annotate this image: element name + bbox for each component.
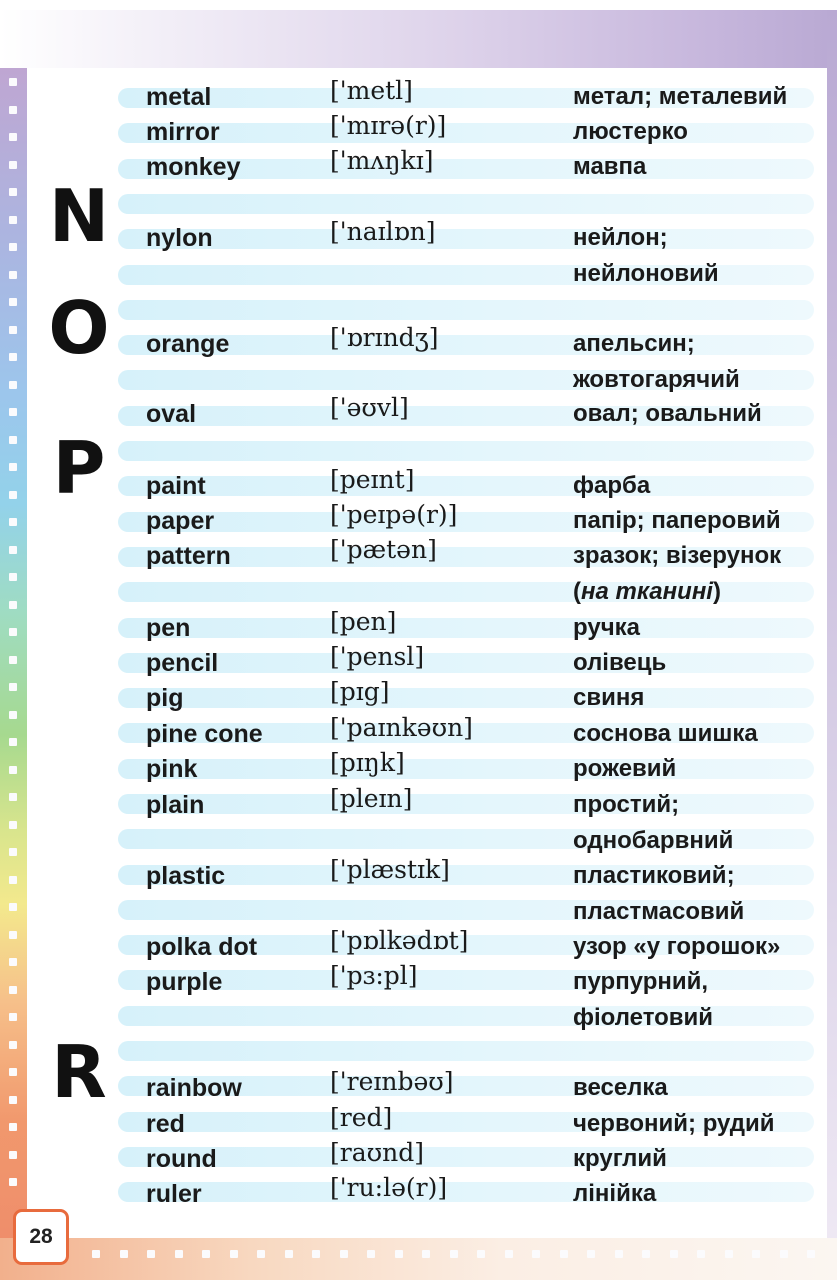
section-letter-o: O — [48, 286, 110, 370]
entry-word: red — [146, 1110, 185, 1138]
binder-hole — [340, 1250, 348, 1258]
binder-hole — [9, 683, 17, 691]
section-letter-p: P — [52, 426, 106, 510]
entry-word: nylon — [146, 224, 213, 252]
binder-hole — [9, 793, 17, 801]
bottom-decorative-band — [0, 1238, 837, 1280]
binder-hole — [9, 958, 17, 966]
entry-translation: ручка — [573, 614, 640, 641]
binder-hole — [9, 628, 17, 636]
right-decorative-edge — [827, 10, 837, 1260]
entry-transcription: ['pɒlkədɒt] — [330, 926, 469, 955]
entry-translation: лінійка — [573, 1180, 657, 1207]
binder-hole — [450, 1250, 458, 1258]
section-letter-r: R — [51, 1030, 107, 1114]
binder-hole — [9, 821, 17, 829]
binder-hole — [9, 216, 17, 224]
entry-translation: червоний; рудий — [573, 1110, 775, 1137]
entry-transcription: ['əʊvl] — [330, 393, 409, 422]
entry-translation-continued: нейлоновий — [573, 260, 719, 287]
entry-word: pink — [146, 755, 198, 783]
entry-transcription: [raʊnd] — [330, 1138, 424, 1167]
entry-translation: апельсин; — [573, 330, 695, 357]
entry-transcription: [pɪŋk] — [330, 748, 405, 777]
binder-hole — [9, 463, 17, 471]
binder-hole — [9, 903, 17, 911]
entry-translation: простий; — [573, 791, 680, 818]
entry-translation: узор «у горошок» — [573, 933, 781, 960]
entry-word: polka dot — [146, 933, 258, 961]
binder-hole — [9, 271, 17, 279]
binder-hole — [9, 491, 17, 499]
binder-hole — [670, 1250, 678, 1258]
entry-transcription: ['pætən] — [330, 535, 437, 564]
binder-hole — [120, 1250, 128, 1258]
entry-transcription: [pen] — [330, 607, 397, 636]
row-stripe — [118, 441, 814, 461]
usage-note: на тканині — [581, 578, 713, 605]
section-letter-n: N — [48, 174, 110, 258]
binder-hole — [9, 738, 17, 746]
binder-hole — [9, 1068, 17, 1076]
entry-translation-continued: фіолетовий — [573, 1004, 714, 1031]
binder-hole — [92, 1250, 100, 1258]
binder-hole — [230, 1250, 238, 1258]
entry-word: monkey — [146, 153, 241, 181]
binder-hole — [9, 436, 17, 444]
entry-transcription: ['metl] — [330, 76, 413, 105]
binder-hole — [697, 1250, 705, 1258]
entry-word: pine cone — [146, 720, 263, 748]
binder-hole — [9, 518, 17, 526]
entry-transcription: ['pɜ:pl] — [330, 961, 418, 990]
binder-hole — [642, 1250, 650, 1258]
binder-hole — [752, 1250, 760, 1258]
entry-word: pencil — [146, 649, 219, 677]
entry-transcription: [red] — [330, 1103, 393, 1132]
binder-hole — [147, 1250, 155, 1258]
entry-transcription: ['peɪpə(r)] — [330, 500, 458, 529]
binder-hole — [725, 1250, 733, 1258]
binder-hole — [9, 1096, 17, 1104]
binder-hole — [560, 1250, 568, 1258]
binder-hole — [175, 1250, 183, 1258]
binder-hole — [9, 1151, 17, 1159]
entry-translation: свиня — [573, 684, 645, 711]
entry-translation-continued: однобарвний — [573, 827, 734, 854]
binder-hole — [285, 1250, 293, 1258]
entry-translation-note: (на тканині) — [573, 578, 721, 605]
entry-translation: люстерко — [573, 118, 688, 145]
row-stripe — [118, 194, 814, 214]
row-stripe — [118, 1182, 814, 1202]
page-number-box: 28 — [13, 1209, 69, 1265]
binder-hole — [9, 161, 17, 169]
binder-hole — [780, 1250, 788, 1258]
row-stripe — [118, 300, 814, 320]
entry-translation: фарба — [573, 472, 651, 499]
entry-transcription: [pleɪn] — [330, 784, 413, 813]
top-decorative-band — [0, 10, 837, 68]
entry-word: plain — [146, 791, 205, 819]
entry-word: purple — [146, 968, 223, 996]
entry-transcription: ['naɪlɒn] — [330, 217, 436, 246]
binder-hole — [505, 1250, 513, 1258]
entry-translation: нейлон; — [573, 224, 668, 251]
binder-hole — [9, 546, 17, 554]
row-stripe — [118, 794, 814, 814]
binder-hole — [9, 1013, 17, 1021]
row-stripe — [118, 759, 814, 779]
binder-hole — [422, 1250, 430, 1258]
binder-hole — [202, 1250, 210, 1258]
entry-translation: папір; паперовий — [573, 507, 781, 534]
entry-translation: зразок; візерунок — [573, 542, 782, 569]
entry-transcription: ['mɪrə(r)] — [330, 111, 447, 140]
entry-translation: пластиковий; — [573, 862, 735, 889]
entry-transcription: ['pensl] — [330, 642, 425, 671]
binder-hole — [807, 1250, 815, 1258]
row-stripe — [118, 618, 814, 638]
binder-hole — [367, 1250, 375, 1258]
entry-translation: круглий — [573, 1145, 667, 1172]
binder-hole — [312, 1250, 320, 1258]
entry-word: mirror — [146, 118, 220, 146]
entry-word: pig — [146, 684, 184, 712]
binder-hole — [9, 1178, 17, 1186]
binder-hole — [9, 876, 17, 884]
binder-hole — [9, 766, 17, 774]
entry-word: metal — [146, 83, 212, 111]
binder-hole — [9, 656, 17, 664]
row-stripe — [118, 229, 814, 249]
entry-transcription: ['ru:lə(r)] — [330, 1173, 448, 1202]
entry-word: ruler — [146, 1180, 202, 1208]
row-stripe — [118, 1147, 814, 1167]
binder-hole — [9, 1041, 17, 1049]
entry-translation: олівець — [573, 649, 667, 676]
row-stripe — [118, 123, 814, 143]
binder-hole — [587, 1250, 595, 1258]
entry-translation: метал; металевий — [573, 83, 788, 110]
binder-hole — [615, 1250, 623, 1258]
entry-translation: овал; овальний — [573, 400, 762, 427]
entry-word: round — [146, 1145, 217, 1173]
entry-translation: рожевий — [573, 755, 677, 782]
binder-hole — [9, 986, 17, 994]
binder-hole — [9, 601, 17, 609]
binder-hole — [9, 573, 17, 581]
entry-word: pen — [146, 614, 191, 642]
binder-hole — [9, 931, 17, 939]
binder-hole — [9, 326, 17, 334]
row-stripe — [118, 476, 814, 496]
binder-hole — [9, 848, 17, 856]
entry-word: paper — [146, 507, 215, 535]
row-stripe — [118, 688, 814, 708]
entry-translation: мавпа — [573, 153, 647, 180]
entry-transcription: [peɪnt] — [330, 465, 415, 494]
binder-hole — [395, 1250, 403, 1258]
binder-hole — [9, 711, 17, 719]
binder-hole — [257, 1250, 265, 1258]
entry-transcription: ['mʌŋkɪ] — [330, 146, 434, 175]
binder-hole — [9, 78, 17, 86]
entry-word: plastic — [146, 862, 226, 890]
row-stripe — [118, 653, 814, 673]
binder-hole — [477, 1250, 485, 1258]
entry-word: pattern — [146, 542, 231, 570]
entry-transcription: ['reɪnbəʊ] — [330, 1067, 454, 1096]
binder-hole — [9, 243, 17, 251]
binder-hole — [9, 408, 17, 416]
entry-word: orange — [146, 330, 230, 358]
entry-translation: веселка — [573, 1074, 668, 1101]
binder-hole — [9, 381, 17, 389]
binder-hole — [9, 188, 17, 196]
entry-translation-continued: жовтогарячий — [573, 366, 740, 393]
entry-transcription: ['paɪnkəʊn] — [330, 713, 473, 742]
entry-transcription: [pɪg] — [330, 677, 390, 706]
entry-transcription: ['plæstɪk] — [330, 855, 450, 884]
entry-word: rainbow — [146, 1074, 242, 1102]
binder-hole — [9, 1123, 17, 1131]
binder-hole — [9, 133, 17, 141]
binder-hole — [9, 298, 17, 306]
entry-word: oval — [146, 400, 197, 428]
row-stripe — [118, 1041, 814, 1061]
binder-hole — [9, 106, 17, 114]
binder-hole — [532, 1250, 540, 1258]
entry-translation-continued: пластмасовий — [573, 898, 745, 925]
entry-translation: пурпурний, — [573, 968, 709, 995]
binder-hole — [9, 353, 17, 361]
entry-transcription: ['ɒrɪndʒ] — [330, 323, 439, 352]
entry-word: paint — [146, 472, 206, 500]
entry-translation: соснова шишка — [573, 720, 758, 747]
